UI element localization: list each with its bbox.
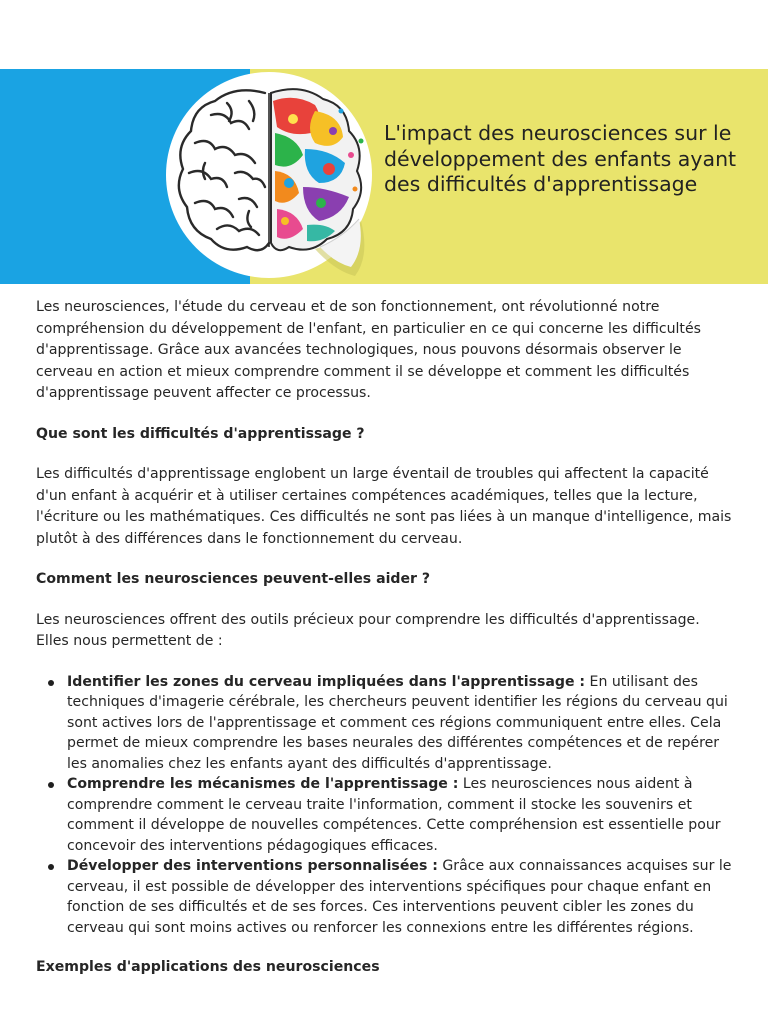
page-title: L'impact des neurosciences sur le développement des enfants ayant des difficultés d'apprentissage xyxy=(384,121,737,196)
list-item xyxy=(67,672,736,775)
brain-sticker-icon xyxy=(165,71,380,281)
article-body xyxy=(36,297,736,998)
list-item-text: Les neurosciences nous aident à comprendre comment le cerveau traite l'information, comment il stocke les souvenirs et comment il développe de nouvelles compétences. Cette compréhension est essentielle pour concevoir des interventions pédagogiques efficaces. xyxy=(67,776,721,854)
list-item-title: Développer des interventions personnalisées : xyxy=(67,858,438,874)
definition-paragraph: Les difficultés d'apprentissage englobent un large éventail de troubles qui affectent la capacité d'un enfant à acquérir et à utiliser certaines compétences académiques, telles que la lecture, l'écriture ou les mathématiques. Ces difficultés ne sont pas liées à un manque d'intelligence, mais plutôt à des différences dans le fonctionnement du cerveau. xyxy=(36,466,732,547)
list-item-text: Grâce aux connaissances acquises sur le cerveau, il est possible de développer des interventions spécifiques pour chaque enfant en fonction de ses difficultés et de ses forces. Ces interventions peuvent cibler les zones du cerveau qui sont moins actives ou renforcer les connexions entre les différentes régions. xyxy=(67,858,732,936)
list-item xyxy=(67,774,736,856)
tools-paragraph: Les neurosciences offrent des outils précieux pour comprendre les difficultés d'apprentissage. Elles nous permettent de : xyxy=(36,611,700,649)
intro-paragraph: Les neurosciences, l'étude du cerveau et de son fonctionnement, ont révolutionné notre compréhension du développement de l'enfant, en particulier en ce qui concerne les difficultés d'apprentissage. Grâce aux avancées technologiques, nous pouvons désormais observer le cerveau en action et mieux comprendre comment il se développe et comment les difficultés d'apprentissage peuvent affecter ce processus. xyxy=(36,299,701,401)
list-item xyxy=(67,856,736,938)
header-banner xyxy=(0,69,768,284)
section-heading-how-neuroscience-helps: Comment les neurosciences peuvent-elles aider ? xyxy=(36,571,431,587)
section-heading-definition: Que sont les difficultés d'apprentissage ? xyxy=(36,425,365,442)
benefits-list xyxy=(36,672,736,939)
list-item-title: Comprendre les mécanismes de l'apprentissage : xyxy=(67,776,459,792)
list-item-text: En utilisant des techniques d'imagerie cérébrale, les chercheurs peuvent identifier les régions du cerveau qui sont actives lors de l'apprentissage et comment ces régions communiquent entre elles. Cela permet de mieux comprendre les bases neurales des différentes compétences et de repérer les anomalies chez les enfants ayant des difficultés d'apprentissage. xyxy=(67,673,728,772)
list-item-title: Identifier les zones du cerveau impliquées dans l'apprentissage : xyxy=(67,673,586,690)
section-heading-examples: Exemples d'applications des neurosciences xyxy=(36,959,380,975)
